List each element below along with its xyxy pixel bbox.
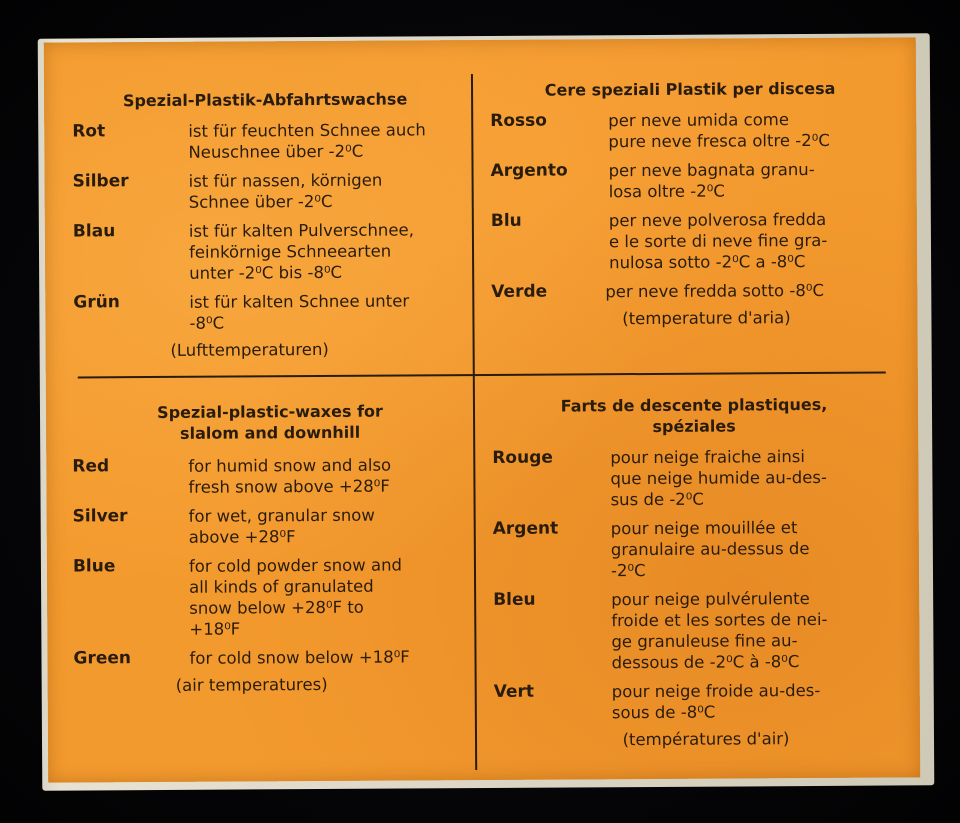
- german-color-name: Rot: [72, 121, 106, 142]
- german-row-blue: [73, 219, 465, 284]
- english-color-desc: for cold powder snow and all kinds of granulated snow below +28⁰F to +18⁰F: [188, 555, 403, 639]
- italian-row-silver: [490, 159, 890, 203]
- english-color-name: Green: [73, 648, 132, 669]
- english-row-blue: [73, 554, 470, 640]
- german-section: [72, 88, 466, 361]
- french-row-blue: [493, 587, 898, 673]
- french-row-red: [492, 445, 896, 510]
- french-heading: Farts de descente plastiques, spéziales: [560, 394, 828, 436]
- english-row-silver: [73, 504, 469, 548]
- french-color-name: Bleu: [493, 589, 536, 610]
- german-color-desc: ist für kalten Pulverschnee, feinkörnige Schneearten unter -2⁰C bis -8⁰C: [188, 220, 414, 283]
- english-color-name: Red: [72, 456, 110, 477]
- english-row-green: [73, 646, 469, 669]
- vertical-divider: [471, 74, 477, 770]
- french-color-name: Vert: [493, 681, 535, 702]
- french-row-green: [494, 679, 898, 723]
- french-color-desc: pour neige froide au-des- sous de -8⁰C: [611, 680, 821, 723]
- english-note: (air temperatures): [175, 674, 328, 695]
- english-color-name: Silver: [72, 506, 128, 527]
- italian-color-name: Blu: [490, 210, 522, 231]
- italian-heading: Cere speziali Plastik per discesa: [544, 78, 836, 100]
- french-color-desc: pour neige mouillée et granulaire au-dessus de -2⁰C: [610, 518, 810, 581]
- german-color-name: Silber: [72, 171, 129, 192]
- italian-color-name: Rosso: [490, 110, 547, 131]
- german-row-red: [72, 119, 464, 163]
- italian-color-name: Argento: [490, 160, 568, 181]
- italian-color-desc: per neve bagnata granu- losa oltre -2⁰C: [608, 159, 815, 202]
- german-note: (Lufttemperaturen): [170, 339, 329, 360]
- french-row-silver: [493, 516, 897, 581]
- german-row-green: [73, 290, 465, 334]
- wax-box-back: [44, 37, 921, 782]
- german-color-name: Grün: [73, 292, 120, 313]
- french-color-desc: pour neige pulvérulente froide et les sortes de nei- ge granuleuse fine au- dessous de -2⁰C à -8⁰C: [611, 589, 828, 673]
- italian-row-blue: [491, 208, 891, 273]
- german-color-name: Blau: [72, 221, 116, 242]
- italian-color-name: Verde: [491, 281, 548, 302]
- italian-color-desc: per neve umida come pure neve fresca oltre -2⁰C: [608, 110, 830, 152]
- german-color-desc: ist für feuchten Schnee auch Neuschnee über -2⁰C: [188, 120, 426, 162]
- english-heading: Spezial-plastic-waxes for slalom and downhill: [157, 401, 383, 443]
- english-color-desc: for wet, granular snow above +28⁰F: [188, 505, 375, 547]
- german-row-silver: [73, 169, 465, 213]
- horizontal-divider: [78, 372, 886, 379]
- italian-section: [490, 78, 892, 330]
- english-color-name: Blue: [72, 556, 116, 577]
- german-heading: Spezial-Plastik-Abfahrtswachse: [122, 89, 408, 111]
- french-color-name: Argent: [492, 518, 559, 539]
- italian-row-green: [491, 279, 891, 302]
- german-color-desc: ist für nassen, körnigen Schnee über -2⁰C: [188, 170, 383, 212]
- italian-color-desc: per neve polverosa fredda e le sorte di neve fine gra- nulosa sotto -2⁰C a -8⁰C: [608, 209, 828, 273]
- english-color-desc: for humid snow and also fresh snow above +28⁰F: [188, 455, 392, 497]
- german-color-desc: ist für kalten Schnee unter -8⁰C: [189, 291, 410, 333]
- french-section: [492, 393, 898, 750]
- italian-color-desc: per neve fredda sotto -8⁰C: [605, 280, 825, 302]
- french-note: (températures d'air): [622, 729, 790, 750]
- italian-row-red: [490, 109, 890, 153]
- english-color-desc: for cold snow below +18⁰F: [189, 647, 410, 668]
- french-color-desc: pour neige fraiche ainsi que neige humide au-des- sus de -2⁰C: [610, 447, 828, 510]
- french-color-name: Rouge: [492, 447, 553, 468]
- english-section: [72, 400, 470, 696]
- english-row-red: [72, 454, 468, 498]
- italian-note: (temperature d'aria): [622, 308, 791, 329]
